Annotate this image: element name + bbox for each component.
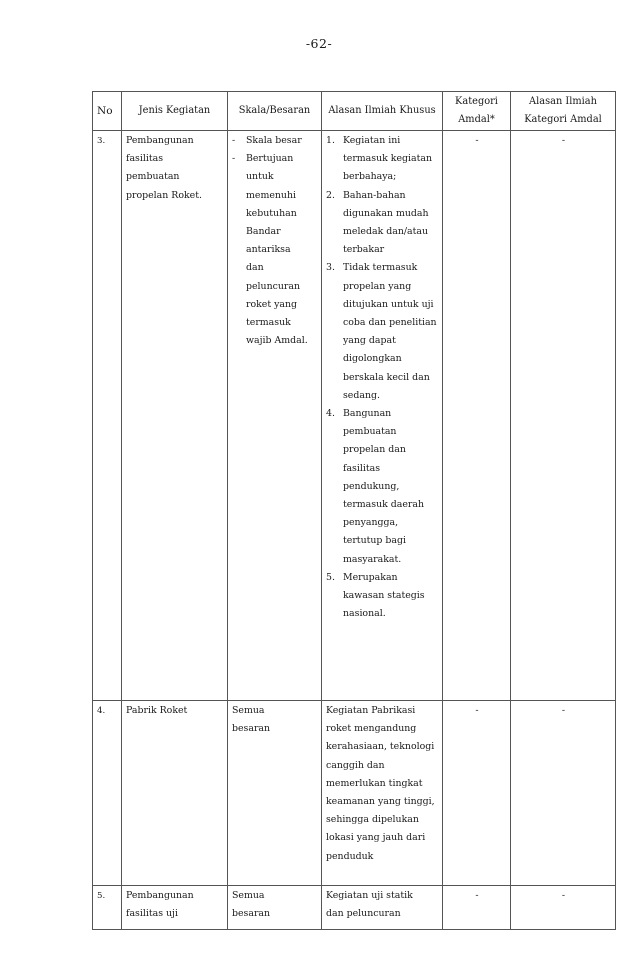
list-marker: 1. (326, 135, 335, 146)
alasan-cell (322, 131, 443, 701)
kategori-amdal-cell: - (443, 701, 511, 886)
alasan-kategori-cell: - (511, 701, 616, 886)
row-number: 4. (93, 701, 122, 886)
table-row (93, 131, 616, 701)
skala-cell: Semua besaran (228, 886, 322, 930)
row-number: 5. (93, 886, 122, 930)
list-item (326, 259, 439, 405)
alasan-kategori-cell: - (511, 886, 616, 930)
alasan-kategori-cell: - (511, 131, 616, 701)
alasan-cell: Kegiatan uji statik dan peluncuran (322, 886, 443, 930)
list-item-text: Bertujuan untuk memenuhi kebutuhan Bandar antariksa dan peluncuran roket yang termasuk wajib Amdal. (246, 153, 308, 347)
skala-cell: Semua besaran (228, 701, 322, 886)
jenis-kegiatan-cell: Pabrik Roket (122, 701, 228, 886)
list-item-text: Skala besar (246, 135, 302, 146)
jenis-kegiatan-text: Pembangunan fasilitas pembuatan propelan Roket. (126, 135, 202, 201)
list-marker: 5. (326, 571, 335, 583)
header-skala-besaran: Skala/Besaran (228, 92, 322, 131)
list-marker: - (232, 135, 236, 146)
list-item (326, 132, 439, 187)
list-marker: 4. (326, 408, 335, 420)
jenis-kegiatan-cell: Pembangunan fasilitas uji (122, 886, 228, 930)
table-header-row (93, 92, 616, 131)
header-alasan-kategori-amdal: Alasan Ilmiah Kategori Amdal (511, 92, 616, 131)
skala-cell (228, 131, 322, 701)
list-marker: 3. (326, 262, 335, 274)
list-item (326, 187, 439, 260)
list-item (232, 150, 318, 350)
alasan-cell: Kegiatan Pabrikasi roket mengandung kerahasiaan, teknologi canggih dan memerlukan tingkat keamanan yang tinggi, sehingga dipelukan lokasi yang jauh dari penduduk (322, 701, 443, 886)
header-kategori-amdal: Kategori Amdal* (443, 92, 511, 131)
jenis-kegiatan-cell (122, 131, 228, 701)
list-item (326, 569, 439, 624)
activity-table (92, 91, 616, 930)
header-no: No (93, 92, 122, 131)
list-marker: - (232, 153, 236, 165)
alasan-list (326, 132, 439, 623)
list-item (232, 132, 318, 150)
list-item (326, 405, 439, 569)
kategori-amdal-cell: - (443, 886, 511, 930)
page-number: -62- (305, 36, 333, 51)
header-jenis-kegiatan: Jenis Kegiatan (122, 92, 228, 131)
kategori-amdal-cell: - (443, 131, 511, 701)
skala-list (232, 132, 318, 350)
row-number: 3. (93, 131, 122, 701)
list-item-text: Merupakan kawasan stategis nasional. (343, 571, 425, 620)
list-item-text: Bahan-bahan digunakan mudah meledak dan/atau terbakar (343, 189, 429, 256)
list-item-text: Bangunan pembuatan propelan dan fasilitas pendukung, termasuk daerah penyangga, tertutup bagi masyarakat. (343, 408, 425, 565)
list-item-text: Tidak termasuk propelan yang ditujukan untuk uji coba dan penelitian yang dapat digolongkan berskala kecil dan sedang. (343, 262, 437, 401)
list-marker: 2. (326, 189, 335, 201)
list-item-text: Kegiatan ini termasuk kegiatan berbahaya; (343, 135, 432, 183)
table-row (93, 701, 616, 886)
table-row (93, 886, 616, 930)
header-alasan-khusus: Alasan Ilmiah Khusus (322, 92, 443, 131)
